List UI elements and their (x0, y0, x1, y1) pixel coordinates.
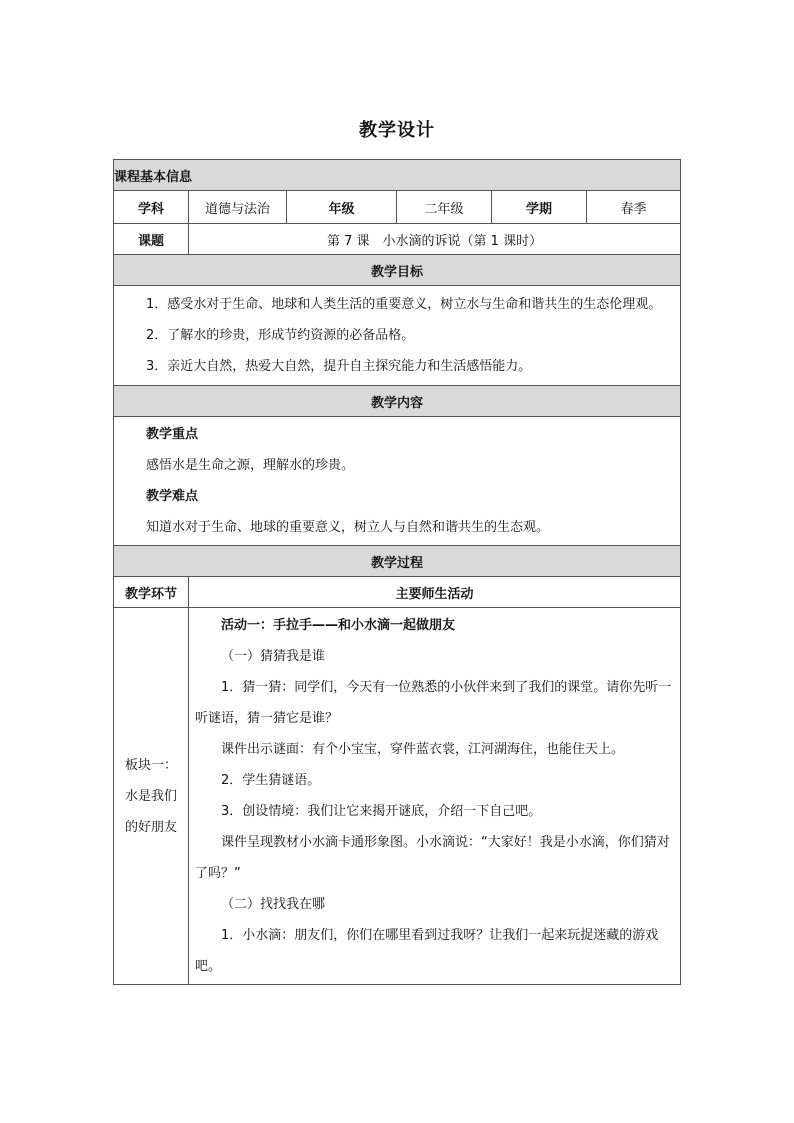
content-header: 教学内容 (114, 386, 681, 417)
activity-cell (189, 608, 681, 985)
stage-column-header: 教学环节 (114, 577, 189, 608)
term-label: 学期 (492, 191, 587, 224)
goal-item: 2．了解水的珍贵，形成节约资源的必备品格。 (146, 328, 415, 343)
stage-cell (114, 608, 189, 985)
activity-title: 活动一：手拉手——和小水滴一起做朋友 (221, 618, 456, 633)
activity-paragraph: 1．小水滴：朋友们，你们在哪里看到过我呀？让我们一起来玩捉迷藏的游戏吧。 (195, 928, 659, 974)
stage-line: 水是我们 (124, 788, 177, 804)
topic-value: 第 7 课 小水滴的诉说（第 1 课时） (189, 224, 681, 255)
stage-line: 板块一： (124, 757, 177, 773)
topic-row (114, 224, 681, 255)
subject-value: 道德与法治 (189, 191, 287, 224)
process-columns-row (114, 577, 681, 608)
subject-row (114, 191, 681, 224)
content-row (114, 417, 681, 546)
goals-row (114, 286, 681, 386)
goal-item: 1．感受水对于生命、地球和人类生活的重要意义，树立水与生命和谐共生的生态伦理观。 (146, 297, 662, 312)
process-header-row (114, 546, 681, 577)
activity-paragraph: 课件出示谜面：有个小宝宝，穿件蓝衣裳，江河湖海住，也能住天上。 (221, 742, 625, 757)
topic-label: 课题 (114, 224, 189, 255)
activity-paragraph: 课件呈现教材小水滴卡通形象图。小水滴说：“大家好！我是小水滴，你们猜对了吗？” (195, 835, 670, 881)
process-header: 教学过程 (114, 546, 681, 577)
term-value: 春季 (587, 191, 681, 224)
goals-header: 教学目标 (114, 255, 681, 286)
goals-header-row (114, 255, 681, 286)
activity-paragraph: 1．猜一猜：同学们，今天有一位熟悉的小伙伴来到了我们的课堂。请你先听一听谜语，猜一猜它是谁？ (195, 680, 672, 726)
lesson-plan-table (113, 159, 681, 985)
goal-item: 3．亲近大自然，热爱大自然，提升自主探究能力和生活感悟能力。 (146, 359, 532, 374)
content-header-row (114, 386, 681, 417)
subject-label: 学科 (114, 191, 189, 224)
subsection-title: （一）猜猜我是谁 (221, 649, 326, 664)
process-row (114, 608, 681, 985)
basic-info-header: 课程基本信息 (114, 160, 681, 191)
subsection-title: （二）找找我在哪 (221, 897, 326, 912)
activity-paragraph: 3．创设情境：我们让它来揭开谜底，介绍一下自己吧。 (221, 804, 542, 819)
grade-label: 年级 (287, 191, 397, 224)
difficult-points-text: 知道水对于生命、地球的重要意义，树立人与自然和谐共生的生态观。 (146, 520, 550, 535)
key-points-text: 感悟水是生命之源，理解水的珍贵。 (146, 458, 355, 473)
basic-info-row (114, 160, 681, 191)
page-title: 教学设计 (359, 120, 435, 141)
key-points-label: 教学重点 (146, 427, 199, 442)
activity-column-header: 主要师生活动 (189, 577, 681, 608)
activity-paragraph: 2．学生猜谜语。 (221, 773, 321, 788)
grade-value: 二年级 (397, 191, 492, 224)
difficult-points-label: 教学难点 (146, 489, 199, 504)
stage-line: 的好朋友 (124, 819, 177, 835)
